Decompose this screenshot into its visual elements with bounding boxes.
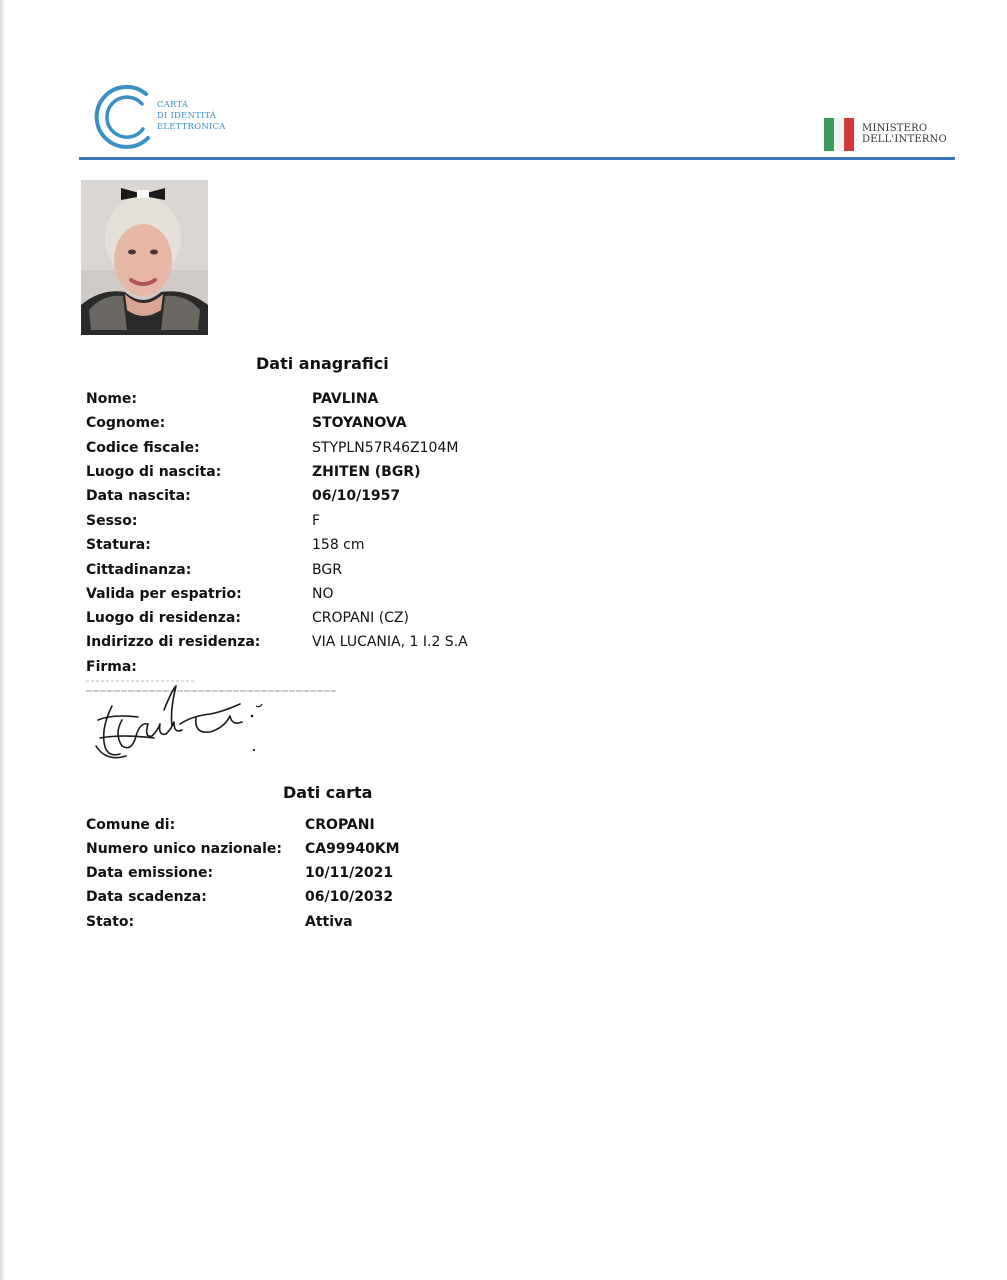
dati-anagrafici-title: Dati anagrafici xyxy=(256,354,389,373)
field-label: Data scadenza: xyxy=(86,889,207,905)
dati-carta-title: Dati carta xyxy=(283,783,373,802)
field-label: Cittadinanza: xyxy=(86,562,192,578)
field-label: Statura: xyxy=(86,537,151,553)
field-value: 158 cm xyxy=(312,537,365,553)
field-label: Nome: xyxy=(86,391,138,407)
field-label: Comune di: xyxy=(86,817,176,833)
ministero-line: MINISTERO xyxy=(862,123,928,134)
header-rule xyxy=(79,157,955,160)
field-label: Valida per espatrio: xyxy=(86,586,242,602)
cie-logo-text xyxy=(157,100,226,133)
field-value: Attiva xyxy=(305,914,353,930)
ministero-text xyxy=(862,123,947,145)
field-label: Luogo di residenza: xyxy=(86,610,241,626)
field-label: Stato: xyxy=(86,914,135,930)
ministero-line: DELL'INTERNO xyxy=(862,134,947,145)
field-value: 10/11/2021 xyxy=(305,865,394,881)
field-label: Cognome: xyxy=(86,415,166,431)
field-value: VIA LUCANIA, 1 I.2 S.A xyxy=(312,634,468,650)
field-value: F xyxy=(312,513,321,529)
id-photo xyxy=(81,180,208,335)
cie-logo-line: ELETTRONICA xyxy=(157,122,226,132)
field-value: CA99940KM xyxy=(305,841,400,857)
signature-image xyxy=(92,680,272,764)
field-label: Indirizzo di residenza: xyxy=(86,634,261,650)
field-value: 06/10/1957 xyxy=(312,488,401,504)
italian-flag-icon xyxy=(824,118,854,151)
field-value: NO xyxy=(312,586,334,602)
field-value: CROPANI (CZ) xyxy=(312,610,409,626)
portrait-image xyxy=(81,180,208,335)
field-value: STYPLN57R46Z104M xyxy=(312,440,459,456)
field-label: Luogo di nascita: xyxy=(86,464,222,480)
field-label: Data nascita: xyxy=(86,488,191,504)
field-value: ZHITEN (BGR) xyxy=(312,464,421,480)
page-edge xyxy=(0,0,5,1280)
field-value: CROPANI xyxy=(305,817,375,833)
field-label: Numero unico nazionale: xyxy=(86,841,282,857)
field-label: Codice fiscale: xyxy=(86,440,200,456)
field-label: Sesso: xyxy=(86,513,138,529)
ministero-logo xyxy=(824,116,947,152)
cie-logo-icon xyxy=(90,80,160,152)
field-value: STOYANOVA xyxy=(312,415,407,431)
field-value: PAVLINA xyxy=(312,391,379,407)
field-label: Data emissione: xyxy=(86,865,214,881)
field-value: BGR xyxy=(312,562,342,578)
cie-logo-line: CARTA xyxy=(157,100,189,110)
cie-logo-line: DI IDENTITÀ xyxy=(157,111,217,121)
firma-label: Firma: xyxy=(86,659,137,675)
field-value: 06/10/2032 xyxy=(305,889,394,905)
